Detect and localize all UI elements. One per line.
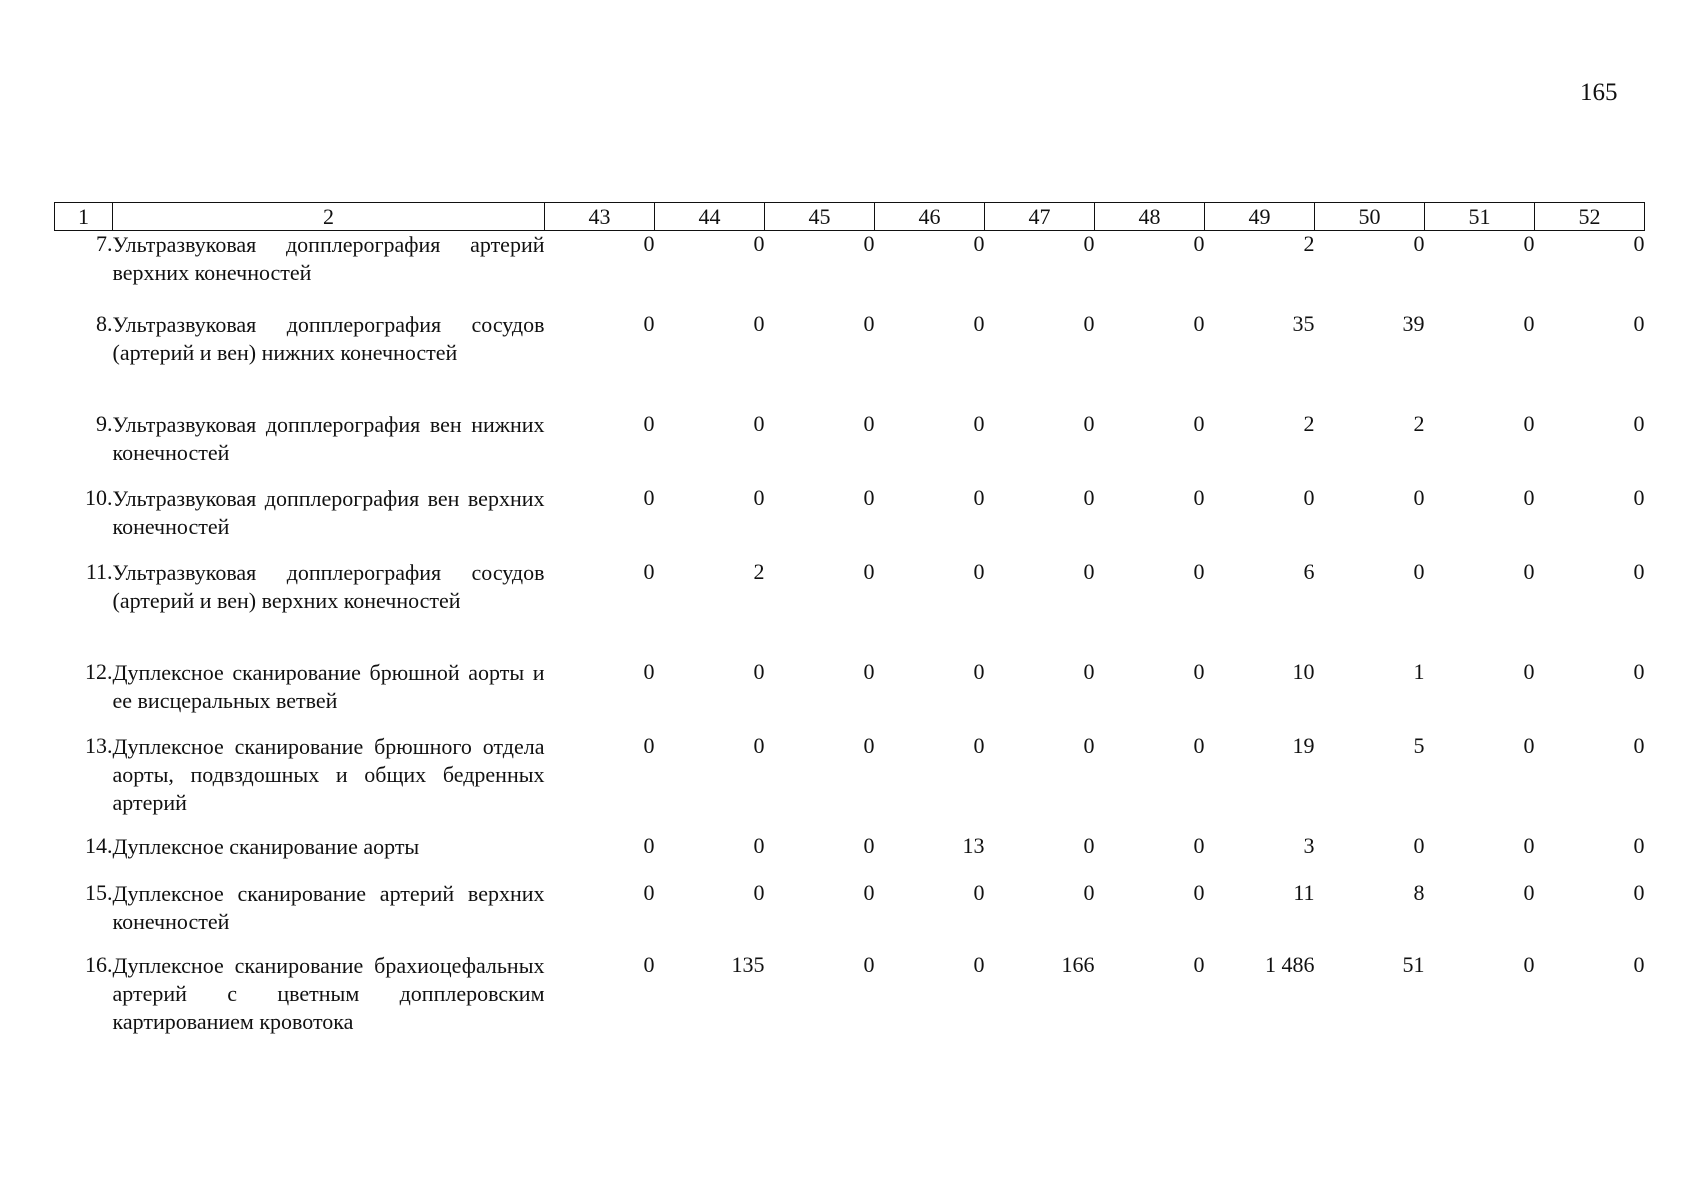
column-header: 45: [765, 203, 875, 231]
value-cell: 0: [1083, 310, 1095, 336]
row-number: 8.: [96, 310, 113, 336]
value-cell: 0: [1633, 558, 1645, 584]
column-header: 44: [655, 203, 765, 231]
value-cell: 0: [1193, 310, 1205, 336]
column-header: 46: [875, 203, 985, 231]
value-cell: 0: [1193, 410, 1205, 436]
procedure-name: Ультразвуковая допплерография сосудов (артерий и вен) нижних конечностей: [112, 311, 545, 365]
value-cell: 0: [973, 558, 985, 584]
value-cell: 19: [1292, 732, 1315, 758]
row-number: 7.: [96, 231, 113, 256]
value-cell: 0: [1633, 484, 1645, 510]
column-header: 50: [1315, 203, 1425, 231]
value-cell: 0: [1633, 879, 1645, 905]
value-cell: 0: [1193, 231, 1205, 256]
procedure-name: Дуплексное сканирование аорты: [112, 833, 420, 859]
value-cell: 0: [1083, 658, 1095, 684]
value-cell: 0: [1633, 310, 1645, 336]
value-cell: 135: [731, 951, 765, 977]
procedure-name: Дуплексное сканирование брюшного отдела аорты, подвздошных и общих бедренных артерий: [112, 733, 545, 815]
row-number: 9.: [96, 410, 113, 436]
value-cell: 0: [1083, 879, 1095, 905]
value-cell: 0: [1523, 832, 1535, 858]
value-cell: 0: [973, 951, 985, 977]
value-cell: 0: [1633, 231, 1645, 256]
procedure-name: Ультразвуковая допплерография вен верхних конечностей: [112, 485, 545, 539]
value-cell: 10: [1292, 658, 1315, 684]
value-cell: 0: [1523, 732, 1535, 758]
value-cell: 0: [1633, 732, 1645, 758]
value-cell: 8: [1413, 879, 1425, 905]
value-cell: 2: [1413, 410, 1425, 436]
value-cell: 0: [1083, 832, 1095, 858]
column-header: 51: [1425, 203, 1535, 231]
value-cell: 0: [863, 484, 875, 510]
value-cell: 0: [1193, 832, 1205, 858]
table-row: [55, 946, 1645, 1036]
value-cell: 0: [1523, 410, 1535, 436]
value-cell: 3: [1303, 832, 1315, 858]
value-cell: 0: [1413, 484, 1425, 510]
value-cell: 2: [1303, 410, 1315, 436]
value-cell: 0: [753, 410, 765, 436]
value-cell: 0: [1633, 410, 1645, 436]
value-cell: 0: [1523, 879, 1535, 905]
value-cell: 0: [1083, 484, 1095, 510]
value-cell: 2: [1303, 231, 1315, 256]
value-cell: 0: [863, 231, 875, 256]
value-cell: 0: [643, 732, 655, 758]
value-cell: 0: [1633, 658, 1645, 684]
value-cell: 0: [1193, 732, 1205, 758]
value-cell: 0: [863, 658, 875, 684]
value-cell: 5: [1413, 732, 1425, 758]
value-cell: 0: [973, 732, 985, 758]
column-header: 1: [55, 203, 113, 231]
value-cell: 6: [1303, 558, 1315, 584]
table-row: [55, 874, 1645, 946]
table-row: [55, 479, 1645, 553]
procedure-name: Дуплексное сканирование артерий верхних конечностей: [112, 880, 545, 934]
value-cell: 0: [863, 558, 875, 584]
value-cell: 0: [1303, 484, 1315, 510]
value-cell: 0: [1633, 832, 1645, 858]
value-cell: 0: [863, 310, 875, 336]
value-cell: 0: [643, 879, 655, 905]
value-cell: 0: [863, 951, 875, 977]
value-cell: 0: [863, 832, 875, 858]
row-number: 13.: [85, 732, 113, 758]
value-cell: 0: [1193, 951, 1205, 977]
value-cell: 0: [1083, 558, 1095, 584]
value-cell: 0: [1083, 231, 1095, 256]
value-cell: 0: [643, 951, 655, 977]
value-cell: 0: [753, 310, 765, 336]
row-number: 10.: [85, 484, 113, 510]
column-header: 47: [985, 203, 1095, 231]
value-cell: 0: [1193, 558, 1205, 584]
value-cell: 0: [643, 410, 655, 436]
procedure-name: Ультразвуковая допплерография сосудов (артерий и вен) верхних конечностей: [112, 559, 545, 613]
value-cell: 0: [863, 410, 875, 436]
value-cell: 0: [973, 879, 985, 905]
value-cell: 0: [753, 879, 765, 905]
value-cell: 1 486: [1265, 951, 1315, 977]
header-row: [55, 203, 1645, 231]
value-cell: 0: [1523, 310, 1535, 336]
row-number: 12.: [85, 658, 113, 684]
value-cell: 0: [643, 658, 655, 684]
value-cell: 1: [1413, 658, 1425, 684]
table-row: [55, 727, 1645, 827]
value-cell: 0: [753, 231, 765, 256]
value-cell: 0: [1523, 658, 1535, 684]
table-row: [55, 653, 1645, 727]
data-table: [54, 202, 1645, 1036]
column-header: 43: [545, 203, 655, 231]
value-cell: 0: [973, 410, 985, 436]
procedure-name: Ультразвуковая допплерография вен нижних конечностей: [112, 411, 545, 465]
value-cell: 0: [863, 732, 875, 758]
value-cell: 0: [1523, 558, 1535, 584]
page-number: 165: [1580, 79, 1618, 106]
value-cell: 0: [973, 484, 985, 510]
value-cell: 0: [1523, 951, 1535, 977]
row-number: 11.: [85, 558, 113, 584]
procedure-name: Ультразвуковая допплерография артерий верхних конечностей: [112, 232, 545, 285]
value-cell: 0: [643, 310, 655, 336]
value-cell: 0: [1413, 231, 1425, 256]
procedure-name: Дуплексное сканирование брахиоцефальных артерий с цветным допплеровским картированием кровотока: [112, 952, 545, 1034]
value-cell: 0: [863, 879, 875, 905]
row-number: 16.: [85, 951, 113, 977]
value-cell: 0: [753, 832, 765, 858]
column-header: 49: [1205, 203, 1315, 231]
table-row: [55, 231, 1645, 305]
procedure-name: Дуплексное сканирование брюшной аорты и ее висцеральных ветвей: [112, 659, 545, 713]
table-row: [55, 553, 1645, 653]
row-number: 14.: [85, 832, 113, 858]
value-cell: 39: [1402, 310, 1425, 336]
value-cell: 0: [643, 484, 655, 510]
column-header: 48: [1095, 203, 1205, 231]
value-cell: 0: [1523, 484, 1535, 510]
value-cell: 0: [1193, 658, 1205, 684]
value-cell: 0: [973, 310, 985, 336]
value-cell: 166: [1061, 951, 1095, 977]
table-row: [55, 305, 1645, 405]
value-cell: 0: [973, 231, 985, 256]
value-cell: 0: [753, 732, 765, 758]
column-header: 2: [113, 203, 545, 231]
value-cell: 0: [1633, 951, 1645, 977]
value-cell: 0: [1193, 484, 1205, 510]
value-cell: 0: [1193, 879, 1205, 905]
value-cell: 0: [1523, 231, 1535, 256]
value-cell: 0: [753, 658, 765, 684]
value-cell: 0: [753, 484, 765, 510]
value-cell: 0: [643, 231, 655, 256]
value-cell: 0: [643, 558, 655, 584]
column-header: 52: [1535, 203, 1645, 231]
value-cell: 0: [1083, 410, 1095, 436]
table-row: [55, 405, 1645, 479]
value-cell: 0: [1413, 832, 1425, 858]
value-cell: 0: [643, 832, 655, 858]
value-cell: 0: [1083, 732, 1095, 758]
row-number: 15.: [85, 879, 113, 905]
value-cell: 51: [1402, 951, 1425, 977]
value-cell: 11: [1293, 879, 1315, 905]
value-cell: 0: [1413, 558, 1425, 584]
value-cell: 0: [973, 658, 985, 684]
table-body: [55, 231, 1645, 1036]
value-cell: 35: [1292, 310, 1315, 336]
value-cell: 13: [962, 832, 985, 858]
value-cell: 2: [753, 558, 765, 584]
table-row: [55, 827, 1645, 874]
